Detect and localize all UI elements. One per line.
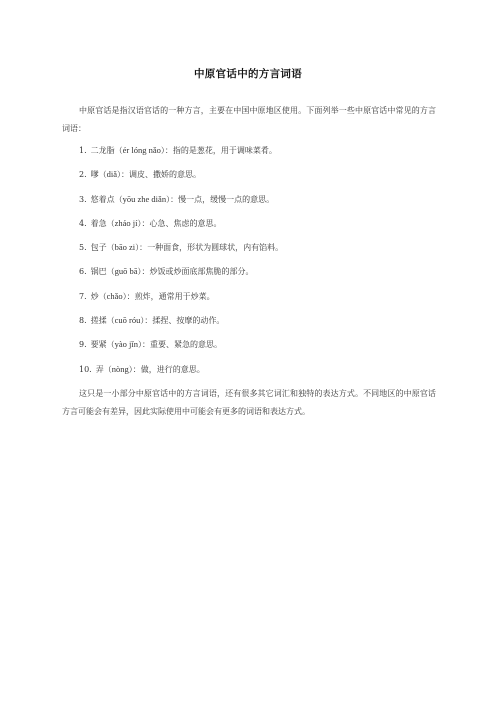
item-number: 8. bbox=[79, 316, 87, 326]
item-number: 2. bbox=[79, 170, 87, 180]
meaning: 炒饭或炒面底部焦脆的部分。 bbox=[149, 267, 254, 277]
dialect-word: 要紧 bbox=[90, 340, 107, 350]
item-number: 4. bbox=[79, 218, 87, 228]
pinyin: bāo zi bbox=[114, 242, 136, 253]
list-item: 2. 嗲（diǎ）：调皮、撒娇的意思。 bbox=[79, 169, 202, 180]
pinyin: cuō róu bbox=[114, 315, 141, 326]
item-number: 6. bbox=[79, 267, 87, 277]
list-item: 5. 包子（bāo zi）：一种面食，形状为圆球状，内有馅料。 bbox=[79, 242, 284, 253]
pinyin: yōu zhe diǎn bbox=[122, 193, 167, 204]
meaning: 重要、紧急的意思。 bbox=[150, 340, 223, 350]
list-item: 8. 搓揉（cuō róu）：揉捏、按摩的动作。 bbox=[79, 315, 225, 326]
list-item: 9. 要紧（yào jǐn）：重要、紧急的意思。 bbox=[79, 339, 223, 350]
item-number: 9. bbox=[79, 340, 87, 350]
meaning: 指的是葱花，用于调味菜肴。 bbox=[172, 146, 277, 155]
item-number: 3. bbox=[79, 194, 87, 204]
meaning: 揉捏、按摩的动作。 bbox=[152, 316, 225, 326]
dialect-word: 搓揉 bbox=[90, 316, 107, 326]
list-item: 6. 锅巴（guō bā）：炒饭或炒面底部焦脆的部分。 bbox=[79, 266, 254, 277]
list-item: 4. 着急（zháo jí）：心急、焦虑的意思。 bbox=[79, 217, 222, 228]
dialect-word: 弄 bbox=[95, 364, 104, 374]
meaning: 一种面食，形状为圆球状，内有馅料。 bbox=[147, 243, 284, 253]
list-item: 7. 炒（chǎo）：煎炸，通常用于炒菜。 bbox=[79, 290, 215, 301]
list-item: 10. 弄（nòng）：做，进行的意思。 bbox=[79, 363, 205, 374]
item-number: 1. bbox=[79, 146, 87, 155]
list-item: 3. 悠着点（yōu zhe diǎn）：慢一点，缓慢一点的意思。 bbox=[79, 193, 275, 204]
pinyin: diǎ bbox=[106, 169, 118, 180]
list-item: 1. 二龙脂（ér lóng nǎo）：指的是葱花，用于调味菜肴。 bbox=[79, 145, 277, 155]
pinyin: zháo jí bbox=[114, 217, 138, 228]
closing-paragraph: 这只是一小部分中原官话中的方言词语，还有很多其它词汇和独特的表达方式。不同地区的中原官话方言可能会有差异，因此实际使用中可能会有更多的词语和表达方式。 bbox=[62, 389, 436, 416]
dialect-word: 着急 bbox=[90, 218, 107, 228]
document-title: 中原官话中的方言词语 bbox=[194, 68, 302, 80]
pinyin: guō bā bbox=[114, 266, 138, 277]
meaning: 慢一点，缓慢一点的意思。 bbox=[178, 194, 275, 204]
dialect-word: 悠着点 bbox=[90, 194, 115, 204]
dialect-word: 炒 bbox=[90, 291, 99, 301]
item-number: 10. bbox=[79, 364, 92, 374]
dialect-word: 二龙脂 bbox=[90, 146, 115, 155]
dialect-word-list bbox=[79, 144, 439, 387]
pinyin: nòng bbox=[111, 363, 129, 374]
meaning: 心急、焦虑的意思。 bbox=[149, 218, 222, 228]
pinyin: chǎo bbox=[106, 290, 123, 301]
pinyin: ér lóng nǎo bbox=[122, 145, 161, 155]
item-number: 5. bbox=[79, 243, 87, 253]
intro-paragraph: 中原官话是指汉语官话的一种方言，主要在中国中原地区使用。下面列举一些中原官话中常见的方言词语： bbox=[62, 106, 436, 133]
meaning: 做，进行的意思。 bbox=[140, 364, 205, 374]
dialect-word: 锅巴 bbox=[90, 267, 107, 277]
dialect-word: 嗲 bbox=[90, 170, 99, 180]
meaning: 煎炸，通常用于炒菜。 bbox=[134, 291, 215, 301]
item-number: 7. bbox=[79, 291, 87, 301]
dialect-word: 包子 bbox=[90, 243, 107, 253]
meaning: 调皮、撒娇的意思。 bbox=[129, 170, 202, 180]
pinyin: yào jǐn bbox=[114, 339, 139, 350]
